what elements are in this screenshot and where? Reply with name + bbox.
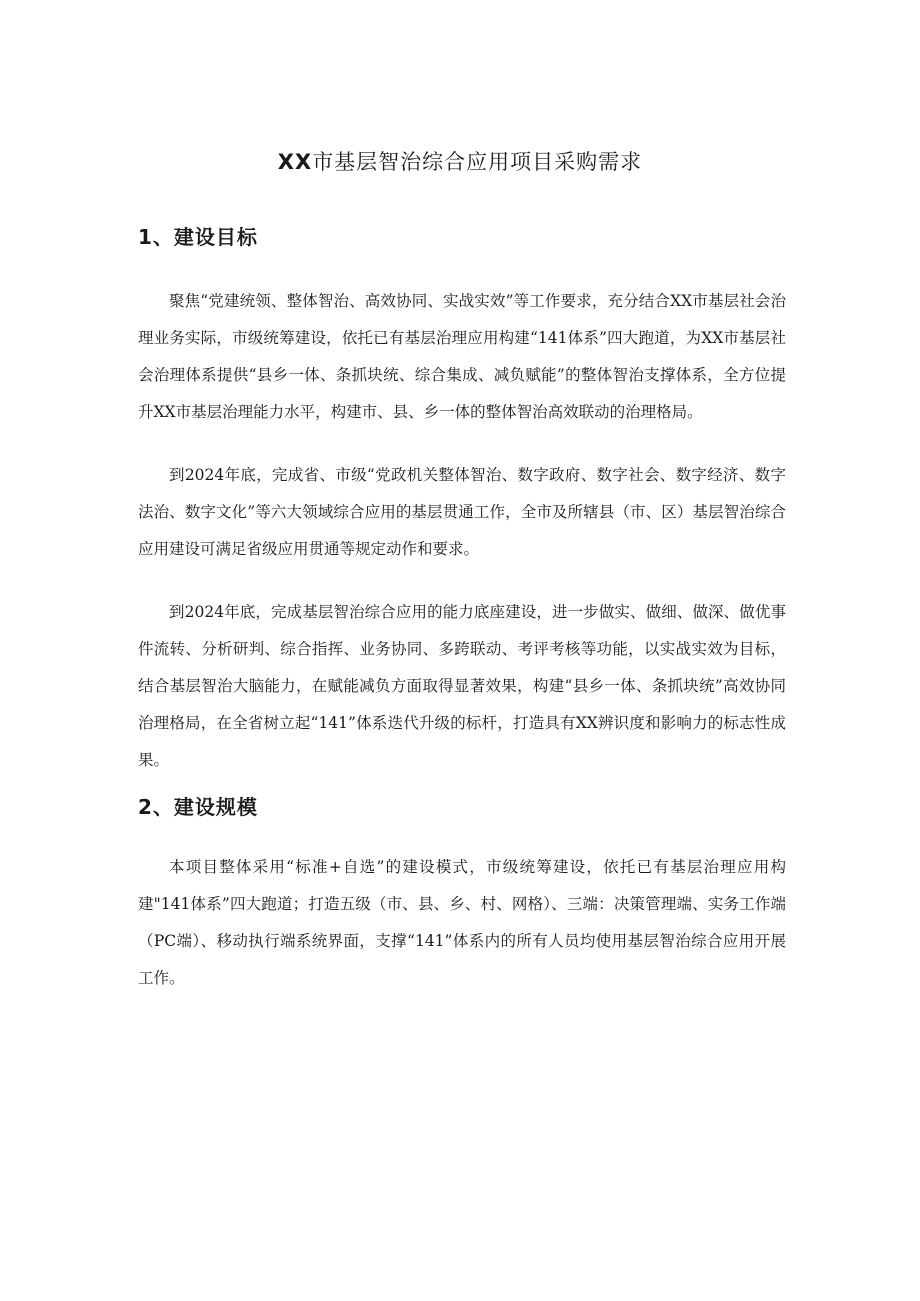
paragraph-goals-2024-capability: 到2024年底，完成基层智治综合应用的能力底座建设，进一步做实、做细、做深、做优事件流转、分析研判、综合指挥、业务协同、多跨联动、考评考核等功能，以实战实效为目标，结合基层智治大脑能力，在赋能减负方面取得显著效果，构建“县乡一体、条抓块统”高效协同治理格局，在全省树立起“141”体系迭代升级的标杆，打造具有XX辨识度和影响力的标志性成果。 <box>138 603 786 769</box>
section-heading-construction-goals: 1、建设目标 <box>138 225 258 249</box>
section-heading-construction-scale: 2、建设规模 <box>138 795 258 819</box>
paragraph-scale-description: 本项目整体采用“标准+自选”的建设模式，市级统筹建设，依托已有基层治理应用构建"141体系”四大跑道；打造五级（市、县、乡、村、网格）、三端：决策管理端、实务工作端（PC端）、移动执行端系统界面，支撑“141”体系内的所有人员均使用基层智治综合应用开展工作。 <box>138 858 786 987</box>
document-title-text: 市基层智治综合应用项目采购需求 <box>312 150 643 174</box>
paragraph-goals-2024-connectivity: 到2024年底，完成省、市级“党政机关整体智治、数字政府、数字社会、数字经济、数字法治、数字文化”等六大领域综合应用的基层贯通工作，全市及所辖县（市、区）基层智治综合应用建设可满足省级应用贯通等规定动作和要求。 <box>138 466 786 558</box>
document-title <box>0 146 920 176</box>
paragraph-goals-focus: 聚焦“党建统领、整体智治、高效协同、实战实效”等工作要求，充分结合XX市基层社会治理业务实际，市级统筹建设，依托已有基层治理应用构建“141体系”四大跑道，为XX市基层社会治理体系提供“县乡一体、条抓块统、综合集成、减负赋能”的整体智治支撑体系，全方位提升XX市基层治理能力水平，构建市、县、乡一体的整体智治高效联动的治理格局。 <box>138 292 786 421</box>
document-title-prefix: XX <box>277 150 313 174</box>
